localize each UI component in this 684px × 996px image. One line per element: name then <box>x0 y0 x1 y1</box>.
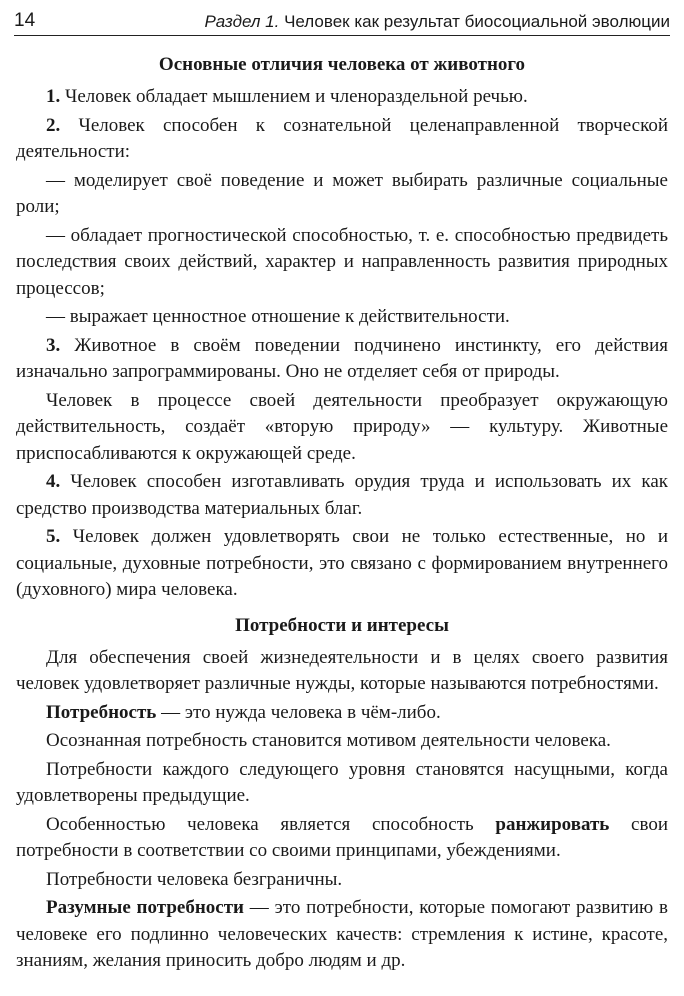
paragraph-text: Человек способен изготавливать орудия труда и использовать их как средство производства материальных благ. <box>16 471 668 519</box>
paragraph: — обладает прогностической способностью, т. е. способностью предвидеть последствия своих действий, характер и направленность развития природных процессов; <box>16 224 668 299</box>
page-header <box>14 8 670 38</box>
paragraph <box>16 333 668 386</box>
paragraph: — выражает ценностное отношение к действительности. <box>46 306 510 327</box>
paragraph-text: свои потребности в соответствии со своими принципами, убеждениями. <box>16 813 668 861</box>
section-heading-needs: Потребности и интересы <box>235 614 449 636</box>
term: ранжировать <box>495 813 610 835</box>
section-heading-differences: Основные отличия человека от животного <box>158 54 526 75</box>
paragraph <box>16 469 668 522</box>
paragraph-text: Животное в своём поведении подчинено инстинкту, его действия изначально запрограммированы. Оно не отделяет себя от природы. <box>16 334 668 382</box>
page-number: 14 <box>14 10 36 31</box>
item-number: 1. <box>46 86 61 107</box>
paragraph <box>16 524 668 604</box>
running-title <box>204 12 670 32</box>
paragraph-text: Особенностью человека является способность <box>46 813 496 835</box>
paragraph <box>16 84 668 111</box>
paragraph-text: — это нужда человека в чём-либо. <box>156 701 441 723</box>
running-title-prefix: Раздел 1. <box>204 12 280 31</box>
paragraph <box>16 113 668 166</box>
item-number: 3. <box>46 334 61 356</box>
paragraph <box>16 812 668 865</box>
paragraph <box>16 895 668 975</box>
running-title-text: Человек как результат биосоциальной эволюции <box>284 12 670 31</box>
page-body <box>16 52 668 975</box>
term: Разумные потребности <box>46 897 244 918</box>
paragraph: Человек в процессе своей деятельности преобразует окружающую действительность, создаёт «вторую природу» — культуру. Животные приспосабливаются к окружающей среде. <box>16 389 668 464</box>
paragraph: Потребности каждого следующего уровня становятся насущными, когда удовлетворены предыдущие. <box>16 758 668 806</box>
paragraph: Для обеспечения своей жизнедеятельности и в целях своего развития человек удовлетворяет различные нужды, которые называются потребностями. <box>16 646 668 694</box>
paragraph-text: Человек способен к сознательной целенаправленной творческой деятельности: <box>16 114 669 162</box>
term: Потребность <box>46 701 157 723</box>
paragraph-text: Человек обладает мышлением и членораздельной речью. <box>65 86 528 107</box>
paragraph: Осознанная потребность становится мотивом деятельности человека. <box>46 730 611 751</box>
paragraph-text: — это потребности, которые помогают развитию в человеке его подлинно человеческих качеств: стремления к истине, красоте, знаниям, желания приносить добро людям и др. <box>16 897 668 971</box>
item-number: 4. <box>46 471 61 492</box>
item-number: 2. <box>46 114 61 136</box>
paragraph: Потребности человека безграничны. <box>46 868 343 890</box>
paragraph <box>16 700 668 727</box>
paragraph: — моделирует своё поведение и может выбирать различные социальные роли; <box>16 169 668 217</box>
item-number: 5. <box>46 526 61 547</box>
paragraph-text: Человек должен удовлетворять свои не только естественные, но и социальные, духовные потребности, это связано с формированием внутреннего (духовного) мира человека. <box>16 526 669 600</box>
header-rule <box>14 35 670 36</box>
